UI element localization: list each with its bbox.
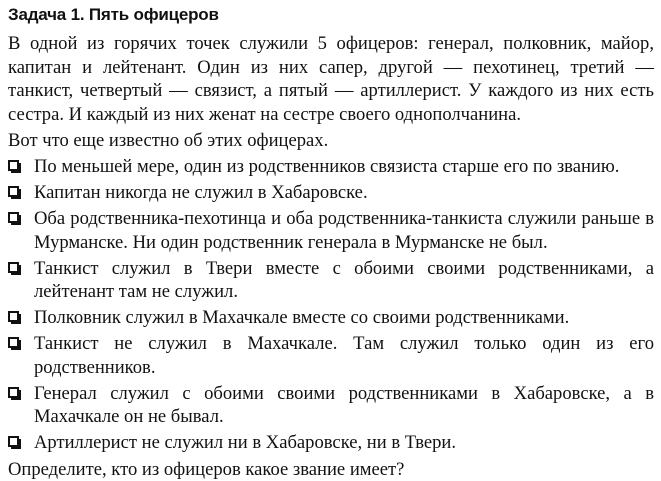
fact-text: Танкист не служил в Махачкале. Там служил только один из его родственников. (34, 333, 654, 378)
fact-item (6, 382, 654, 429)
checkbox-square-icon (8, 337, 19, 348)
fact-text: Капитан никогда не служил в Хабаровске. (34, 182, 368, 203)
lead-paragraph: Вот что еще известно об этих офицерах. (6, 129, 654, 153)
checkbox-square-icon (8, 212, 19, 223)
fact-item (6, 155, 654, 179)
fact-item (6, 431, 654, 455)
fact-text: Генерал служил с обоими своими родственниками в Хабаровске, а в Махачкале он не бывал. (34, 383, 654, 428)
question-paragraph: Определите, кто из офицеров какое звание имеет? (6, 458, 654, 481)
checkbox-square-icon (8, 387, 19, 398)
fact-item (6, 306, 654, 330)
fact-text: Артиллерист не служил ни в Хабаровске, ни в Твери. (34, 432, 456, 453)
fact-item (6, 181, 654, 205)
intro-paragraph: В одной из горячих точек служили 5 офицеров: генерал, полковник, майор, капитан и лейтенант. Один из них сапер, другой — пехотинец, третий — танкист, четвертый — связист, а пятый — артиллерист. У каждого из них есть сестра. И каждый из них женат на сестре своего однополчанина. (6, 32, 654, 126)
fact-item (6, 257, 654, 304)
checkbox-square-icon (8, 311, 19, 322)
fact-text: Оба родственника-пехотинца и оба родственника-танкиста служили раньше в Мурманске. Ни один родственник генерала в Мурманске не был. (34, 208, 654, 253)
task-title: Задача 1. Пять офицеров (8, 4, 654, 26)
checkbox-square-icon (8, 436, 19, 447)
fact-item (6, 332, 654, 379)
checkbox-square-icon (8, 186, 19, 197)
checkbox-square-icon (8, 262, 19, 273)
checkbox-square-icon (8, 160, 19, 171)
fact-text: Танкист служил в Твери вместе с обоими своими родственниками, а лейтенант там не служил. (34, 258, 654, 303)
facts-list (6, 155, 654, 455)
task-page (6, 4, 654, 481)
fact-item (6, 207, 654, 254)
fact-text: По меньшей мере, один из родственников связиста старше его по званию. (34, 156, 619, 177)
fact-text: Полковник служил в Махачкале вместе со своими родственниками. (34, 307, 569, 328)
